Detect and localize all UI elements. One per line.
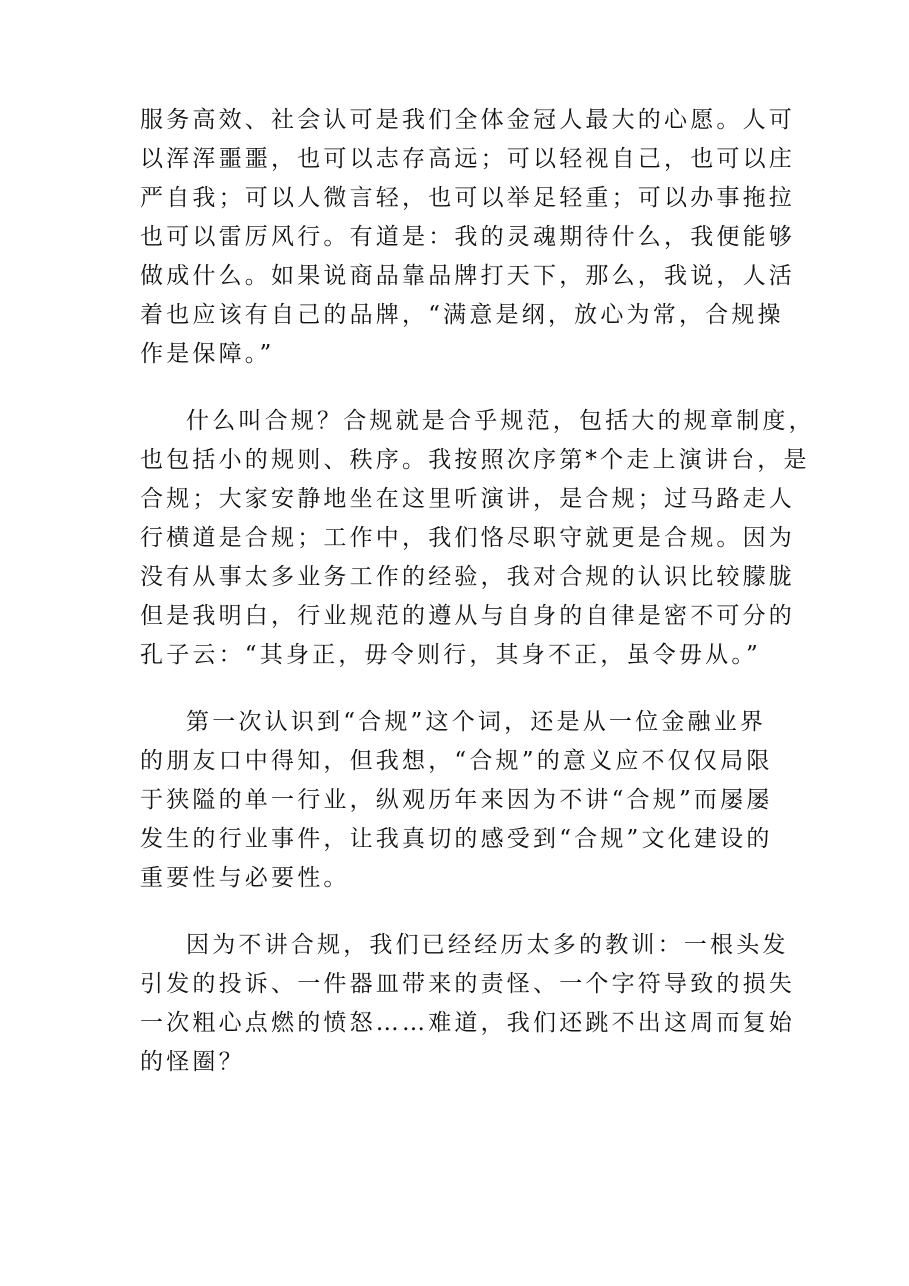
text-line: 着也应该有自己的品牌，“满意是纲，放心为常，合规操	[140, 302, 784, 328]
text-line: 合规；大家安静地坐在这里听演讲，是合规；过马路走人	[140, 486, 795, 512]
text-line: 发生的行业事件，让我真切的感受到“合规”文化建设的	[140, 826, 773, 852]
text-line: 也可以雷厉风行。有道是：我的灵魂期待什么，我便能够	[140, 224, 795, 250]
text-line: 因为不讲合规，我们已经经历太多的教训：一根头发	[186, 932, 789, 958]
text-line: 也包括小的规则、秩序。我按照次序第*个走上演讲台，是	[140, 447, 810, 473]
text-line: 的怪圈？	[140, 1049, 245, 1075]
text-line: 做成什么。如果说商品靠品牌打天下，那么，我说，人活	[140, 263, 795, 289]
text-line: 什么叫合规？合规就是合乎规范，包括大的规章制度，	[186, 408, 815, 434]
paragraph-3	[140, 703, 780, 898]
text-line: 第一次认识到“合规”这个词，还是从一位金融业界	[186, 709, 767, 735]
text-line: 重要性与必要性。	[140, 865, 350, 891]
text-line: 但是我明白，行业规范的遵从与自身的自律是密不可分的	[140, 603, 795, 629]
text-line: 行横道是合规；工作中，我们恪尽职守就更是合规。因为	[140, 525, 795, 551]
text-line: 严自我；可以人微言轻，也可以举足轻重；可以办事拖拉	[140, 185, 795, 211]
text-line: 于狭隘的单一行业，纵观历年来因为不讲“合规”而屡屡	[140, 787, 773, 813]
text-line: 一次粗心点燃的愤怒……难道，我们还跳不出这周而复始	[140, 1010, 795, 1036]
paragraph-4	[140, 926, 795, 1082]
text-line: 孔子云：“其身正，毋令则行，其身不正，虽令毋从。”	[140, 642, 762, 668]
text-line: 服务高效、社会认可是我们全体金冠人最大的心愿。人可	[140, 107, 795, 133]
text-line: 作是保障。”	[140, 341, 275, 367]
text-line: 没有从事太多业务工作的经验，我对合规的认识比较朦胧	[140, 564, 795, 590]
text-line: 引发的投诉、一件器皿带来的责怪、一个字符导致的损失	[140, 971, 795, 997]
paragraph-2	[140, 402, 815, 675]
text-line: 的朋友口中得知，但我想，“合规”的意义应不仅仅局限	[140, 748, 773, 774]
paragraph-1	[140, 101, 795, 374]
text-line: 以浑浑噩噩，也可以志存高远；可以轻视自己，也可以庄	[140, 146, 795, 172]
document-page	[140, 101, 815, 1110]
